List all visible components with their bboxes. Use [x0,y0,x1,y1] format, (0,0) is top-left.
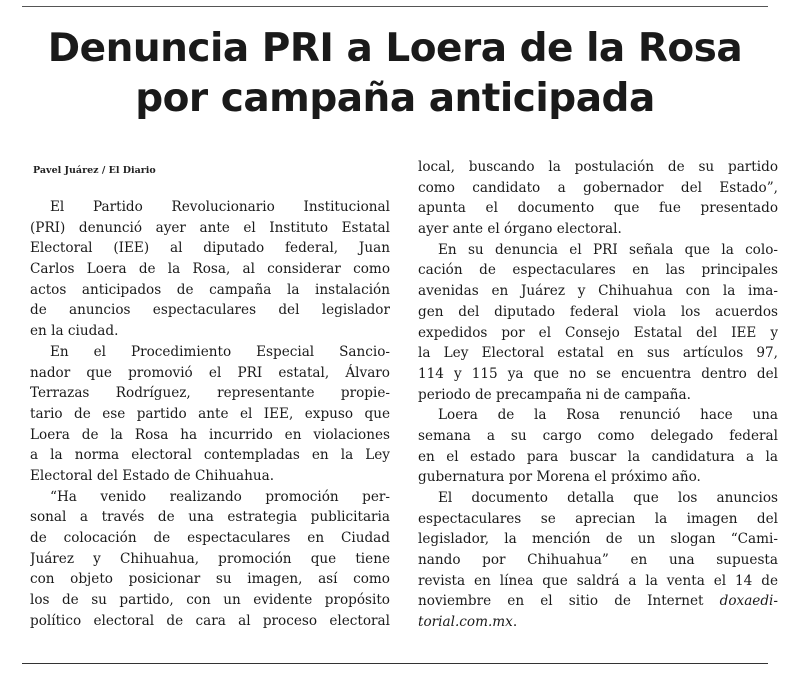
article-line: torial.com.mx. [418,614,518,631]
article-line: la Ley Electoral estatal en sus artículos 97, [418,345,778,362]
article-line: Terrazas Rodríguez, representante propie- [30,385,390,402]
article-line: “Ha venido realizando promoción per- [50,488,390,505]
article-line: en el estado para buscar la candidatura a la [418,448,778,465]
article-line: actos anticipados de campaña la instalación [30,281,390,298]
article-line: de anuncios espectaculares del legislador [30,302,390,319]
article-line: local, buscando la postulación de su partido [418,159,778,175]
article-line: El documento detalla que los anuncios [438,490,778,506]
article-line: Electoral (IEE) al diputado federal, Juan [30,240,390,257]
article-line: Carlos Loera de la Rosa, al considerar como [30,261,390,278]
article-line: El Partido Revolucionario Institucional [50,199,390,215]
article-line: político electoral de cara al proceso electoral [30,612,390,629]
article-line: nando por Chihuahua” en una supuesta [418,552,778,569]
headline [20,24,770,124]
article-line: a la norma electoral contempladas en la Ley [30,447,390,464]
article-line: En el Procedimiento Especial Sancio- [50,343,390,360]
article-column-left [30,197,390,631]
article-line: avenidas en Juárez y Chihuahua con la ima- [418,283,778,300]
bottom-rule [22,663,768,664]
headline-line-2: por campaña anticipada [135,76,655,121]
article-line: sonal a través de una estrategia publicitaria [30,509,390,526]
article-line: semana a su cargo como delegado federal [418,427,778,444]
article-line: legislador, la mención de un slogan “Cami- [418,531,778,548]
article-line: gen del diputado federal viola los acuerdos [418,303,778,320]
article-line: cación de espectaculares en las principales [418,262,778,279]
article-line: (PRI) denunció ayer ante el Instituto Estatal [30,219,390,236]
article-column-right [418,157,778,633]
article-line: Loera de la Rosa renunció hace una [438,407,778,424]
article-line: ayer ante el órgano electoral. [418,221,622,238]
article-line: apunta el documento que fue presentado [418,200,778,217]
article-line: En su denuncia el PRI señala que la colo- [438,241,778,258]
article-line: los de su partido, con un evidente propósito [30,592,390,609]
article-line: Electoral del Estado de Chihuahua. [30,467,275,484]
top-rule [22,6,768,7]
article-line: espectaculares se aprecian la imagen del [418,510,778,527]
article-line: nador que promovió el PRI estatal, Álvaro [30,364,390,381]
byline: Pavel Juárez / El Diario [33,165,156,176]
article-line: noviembre en el sitio de Internet doxaedi- [418,593,778,610]
headline-line-1: Denuncia PRI a Loera de la Rosa [47,26,743,71]
article-line: como candidato a gobernador del Estado”, [418,179,778,196]
article-line: Loera de la Rosa ha incurrido en violaciones [30,426,390,443]
article-line: de colocación de espectaculares en Ciudad [30,530,390,546]
article-line: revista en línea que saldrá a la venta el 14 de [418,572,778,589]
article-line: en la ciudad. [30,323,119,340]
article-line: 114 y 115 ya que no se encuentra dentro del [418,365,778,382]
article-line: con objeto posicionar su imagen, así como [30,571,390,588]
article-line: tario de ese partido ante el IEE, expuso que [30,405,390,422]
article-line: Juárez y Chihuahua, promoción que tiene [30,550,390,567]
article-line: periodo de precampaña ni de campaña. [418,386,691,403]
article-line: gubernatura por Morena el próximo año. [418,469,701,486]
article-line: expedidos por el Consejo Estatal del IEE y [418,324,778,341]
